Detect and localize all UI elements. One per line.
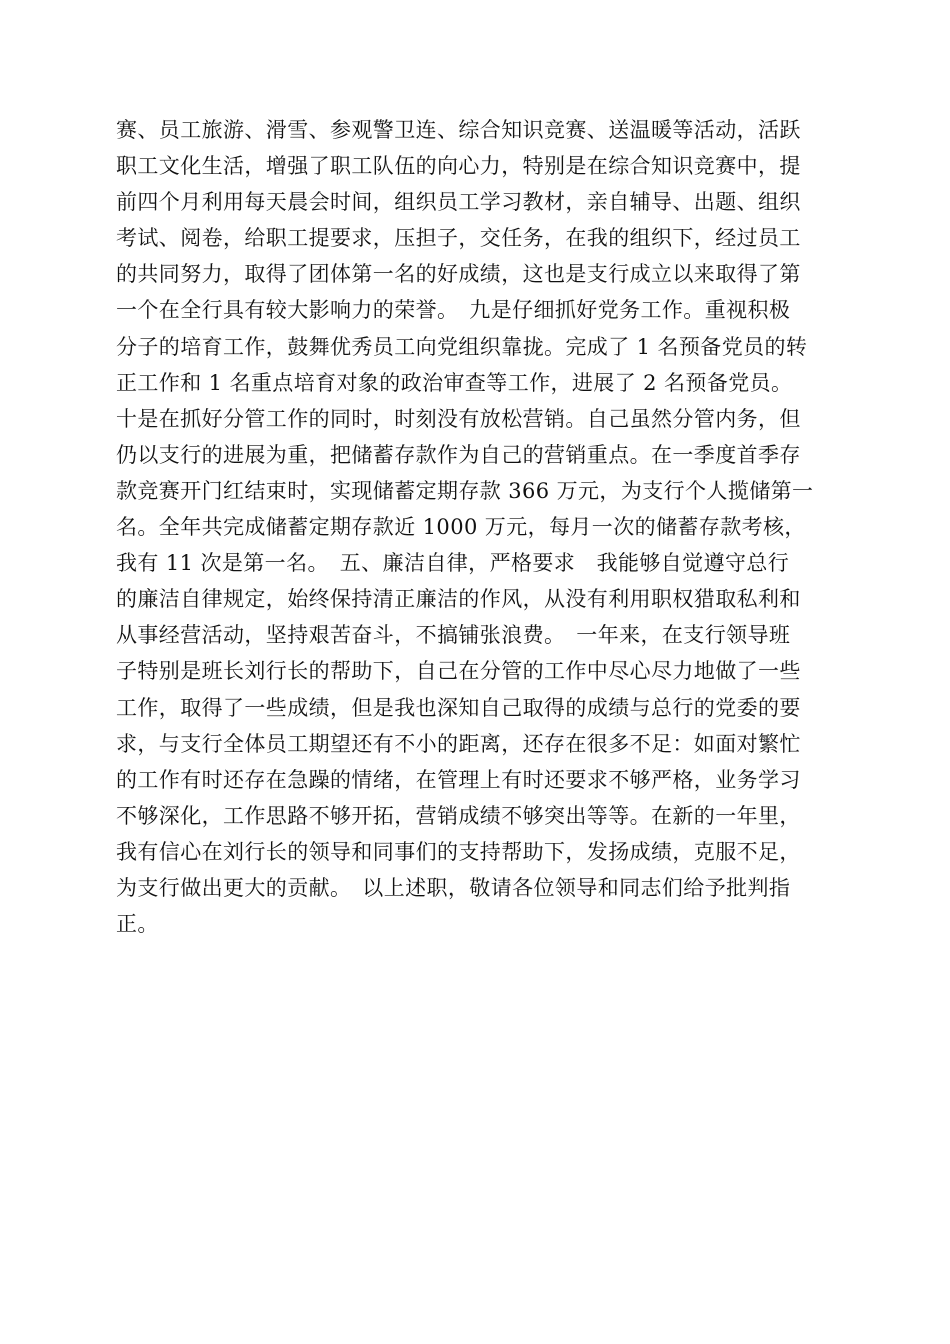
text-line: 名。全年共完成储蓄定期存款近 1000 万元，每月一次的储蓄存款考核， bbox=[116, 515, 806, 540]
text-line: 款竞赛开门红结束时，实现储蓄定期存款 366 万元，为支行个人揽储第一 bbox=[116, 478, 814, 503]
text-line: 仍以支行的进展为重，把储蓄存款作为自己的营销重点。在一季度首季存 bbox=[116, 442, 801, 467]
body-text bbox=[116, 112, 836, 942]
text-line: 不够深化，工作思路不够开拓，营销成绩不够突出等等。在新的一年里， bbox=[116, 803, 801, 828]
text-line: 一个在全行具有较大影响力的荣誉。 九是仔细抓好党务工作。重视积极 bbox=[116, 298, 791, 323]
text-line: 的廉洁自律规定，始终保持清正廉洁的作风，从没有利用职权猎取私利和 bbox=[116, 587, 801, 612]
text-line: 我有信心在刘行长的领导和同事们的支持帮助下，发扬成绩，克服不足， bbox=[116, 839, 801, 864]
text-line: 前四个月利用每天晨会时间，组织员工学习教材，亲自辅导、出题、组织 bbox=[116, 190, 801, 215]
text-line: 赛、员工旅游、滑雪、参观警卫连、综合知识竞赛、送温暖等活动，活跃 bbox=[116, 118, 801, 142]
text-line: 分子的培育工作，鼓舞优秀员工向党组织靠拢。完成了 1 名预备党员的转 bbox=[116, 334, 808, 359]
text-line: 正。 bbox=[116, 912, 159, 937]
text-line: 我有 11 次是第一名。 五、廉洁自律，严格要求 我能够自觉遵守总行 bbox=[116, 551, 790, 576]
text-line: 的工作有时还存在急躁的情绪，在管理上有时还要求不够严格，业务学习 bbox=[116, 767, 801, 792]
text-line: 的共同努力，取得了团体第一名的好成绩，这也是支行成立以来取得了第 bbox=[116, 262, 801, 287]
text-line: 为支行做出更大的贡献。 以上述职，敬请各位领导和同志们给予批判指 bbox=[116, 875, 791, 900]
text-line: 考试、阅卷，给职工提要求，压担子，交任务，在我的组织下，经过员工 bbox=[116, 226, 801, 251]
text-line: 求，与支行全体员工期望还有不小的距离，还存在很多不足：如面对繁忙 bbox=[116, 731, 801, 756]
text-line: 职工文化生活，增强了职工队伍的向心力，特别是在综合知识竞赛中，提 bbox=[116, 154, 801, 179]
text-line: 工作，取得了一些成绩，但是我也深知自己取得的成绩与总行的党委的要 bbox=[116, 695, 801, 720]
text-line: 子特别是班长刘行长的帮助下，自己在分管的工作中尽心尽力地做了一些 bbox=[116, 659, 801, 684]
text-line: 从事经营活动，坚持艰苦奋斗，不搞铺张浪费。 一年来，在支行领导班 bbox=[116, 623, 791, 648]
text-line: 十是在抓好分管工作的同时，时刻没有放松营销。自己虽然分管内务，但 bbox=[116, 406, 801, 431]
text-line: 正工作和 1 名重点培育对象的政治审查等工作，进展了 2 名预备党员。 bbox=[116, 370, 793, 395]
